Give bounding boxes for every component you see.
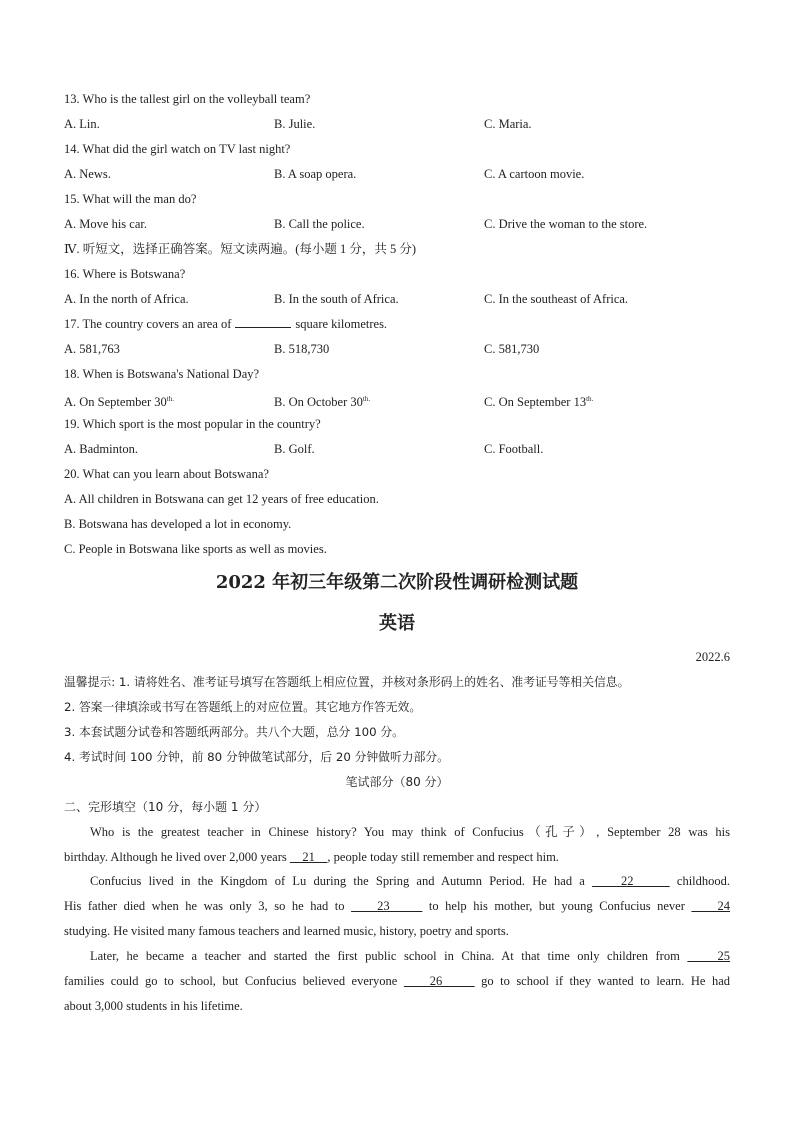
question-17 (64, 316, 387, 332)
q13-option-c: C. Maria. (484, 117, 532, 131)
q17-answer-blank (235, 317, 291, 328)
blank-26: 26 (403, 974, 475, 988)
q13-option-b: B. Julie. (274, 117, 316, 131)
q18-option-c-text: C. On September 13 (484, 395, 587, 409)
q14-option-c: C. A cartoon movie. (484, 167, 585, 181)
question-20: 20. What can you learn about Botswana? (64, 467, 269, 481)
q15-option-a: A. Move his car. (64, 217, 147, 231)
q19-option-c: C. Football. (484, 442, 544, 456)
note-1: 温馨提示: 1. 请将姓名、准考证号填写在答题纸上相应位置，并核对条形码上的姓名、准考证号等相关信息。 (64, 675, 630, 689)
q18-option-c-suffix: th. (586, 395, 594, 403)
blank-22: 22 (592, 874, 670, 888)
q16-option-b: B. In the south of Africa. (274, 292, 399, 306)
question-18: 18. When is Botswana's National Day? (64, 367, 260, 381)
cloze-p3-line3: about 3,000 students in his lifetime. (64, 999, 243, 1013)
cloze-text: birthday. Although he lived over 2,000 years (64, 850, 287, 864)
q17-stem-end: square kilometres. (295, 317, 388, 331)
q17-option-c: C. 581,730 (484, 342, 540, 356)
q15-option-c: C. Drive the woman to the store. (484, 217, 648, 231)
q17-option-a: A. 581,763 (64, 342, 120, 356)
cloze-heading: 二、完形填空（10 分，每小题 1 分） (64, 800, 267, 814)
cloze-p3-line2 (64, 973, 730, 989)
exam-title: 2022 年初三年级第二次阶段性调研检测试题 (215, 572, 579, 593)
cloze-p2-line1 (90, 873, 730, 889)
cloze-p3-line1 (90, 948, 730, 964)
cloze-p2-line2 (64, 898, 730, 914)
question-16: 16. Where is Botswana? (64, 267, 186, 281)
cloze-text: His father died when he was only 3, so he had to (64, 899, 345, 913)
q14-option-b: B. A soap opera. (274, 167, 357, 181)
cloze-text: to help his mother, but young Confucius never (428, 899, 685, 913)
cloze-p2-line3: studying. He visited many famous teachers and learned music, history, poetry and sports. (64, 924, 509, 938)
cloze-text: families could go to school, but Confucius believed everyone (64, 974, 398, 988)
q17-option-b: B. 518,730 (274, 342, 330, 356)
cloze-text: go to school if they wanted to learn. He had (481, 974, 731, 988)
question-15: 15. What will the man do? (64, 192, 197, 206)
q15-option-b: B. Call the police. (274, 217, 365, 231)
q19-option-a: A. Badminton. (64, 442, 138, 456)
cloze-text: , people today still remember and respect him. (327, 850, 559, 864)
cloze-p1-line1: Who is the greatest teacher in Chinese history? You may think of Confucius（孔子）, September 28 was his (90, 825, 730, 839)
q13-option-a: A. Lin. (64, 117, 100, 131)
cloze-p1-line2 (64, 849, 730, 865)
subject-title: 英语 (379, 613, 415, 634)
blank-25: 25 (687, 949, 731, 963)
q18-option-b (274, 391, 370, 410)
q19-option-b: B. Golf. (274, 442, 315, 456)
note-3: 3. 本套试题分试卷和答题纸两部分。共八个大题，总分 100 分。 (64, 725, 404, 739)
q20-option-a: A. All children in Botswana can get 12 years of free education. (64, 492, 379, 506)
q17-stem-start: 17. The country covers an area of (64, 317, 232, 331)
note-4: 4. 考试时间 100 分钟，前 80 分钟做笔试部分，后 20 分钟做听力部分。 (64, 750, 449, 764)
blank-24: 24 (691, 899, 731, 913)
written-part-heading: 笔试部分（80 分） (345, 775, 449, 789)
question-19: 19. Which sport is the most popular in the country? (64, 417, 321, 431)
q18-option-b-suffix: th. (362, 395, 371, 403)
section-4-heading: Ⅳ. 听短文，选择正确答案。短文读两遍。(每小题 1 分，共 5 分) (64, 242, 417, 256)
q18-option-a (64, 391, 174, 410)
q18-option-a-text: A. On September 30 (64, 395, 167, 409)
cloze-text: Confucius lived in the Kingdom of Lu during the Spring and Autumn Period. He had a (90, 874, 585, 888)
blank-23: 23 (351, 899, 423, 913)
blank-21: 21 (289, 850, 328, 864)
question-14: 14. What did the girl watch on TV last night? (64, 142, 291, 156)
q18-option-a-suffix: th. (166, 395, 174, 403)
cloze-text: Later, he became a teacher and started the first public school in China. At that time only children from (90, 949, 680, 963)
exam-date: 2022.6 (695, 650, 730, 664)
q14-option-a: A. News. (64, 167, 111, 181)
q20-option-c: C. People in Botswana like sports as well as movies. (64, 542, 327, 556)
note-2: 2. 答案一律填涂或书写在答题纸上的对应位置。其它地方作答无效。 (64, 700, 422, 714)
question-13: 13. Who is the tallest girl on the volleyball team? (64, 92, 311, 106)
q20-option-b: B. Botswana has developed a lot in economy. (64, 517, 292, 531)
q18-option-c (484, 391, 593, 410)
q16-option-a: A. In the north of Africa. (64, 292, 189, 306)
cloze-text: childhood. (676, 874, 731, 888)
q18-option-b-text: B. On October 30 (274, 395, 363, 409)
q16-option-c: C. In the southeast of Africa. (484, 292, 629, 306)
